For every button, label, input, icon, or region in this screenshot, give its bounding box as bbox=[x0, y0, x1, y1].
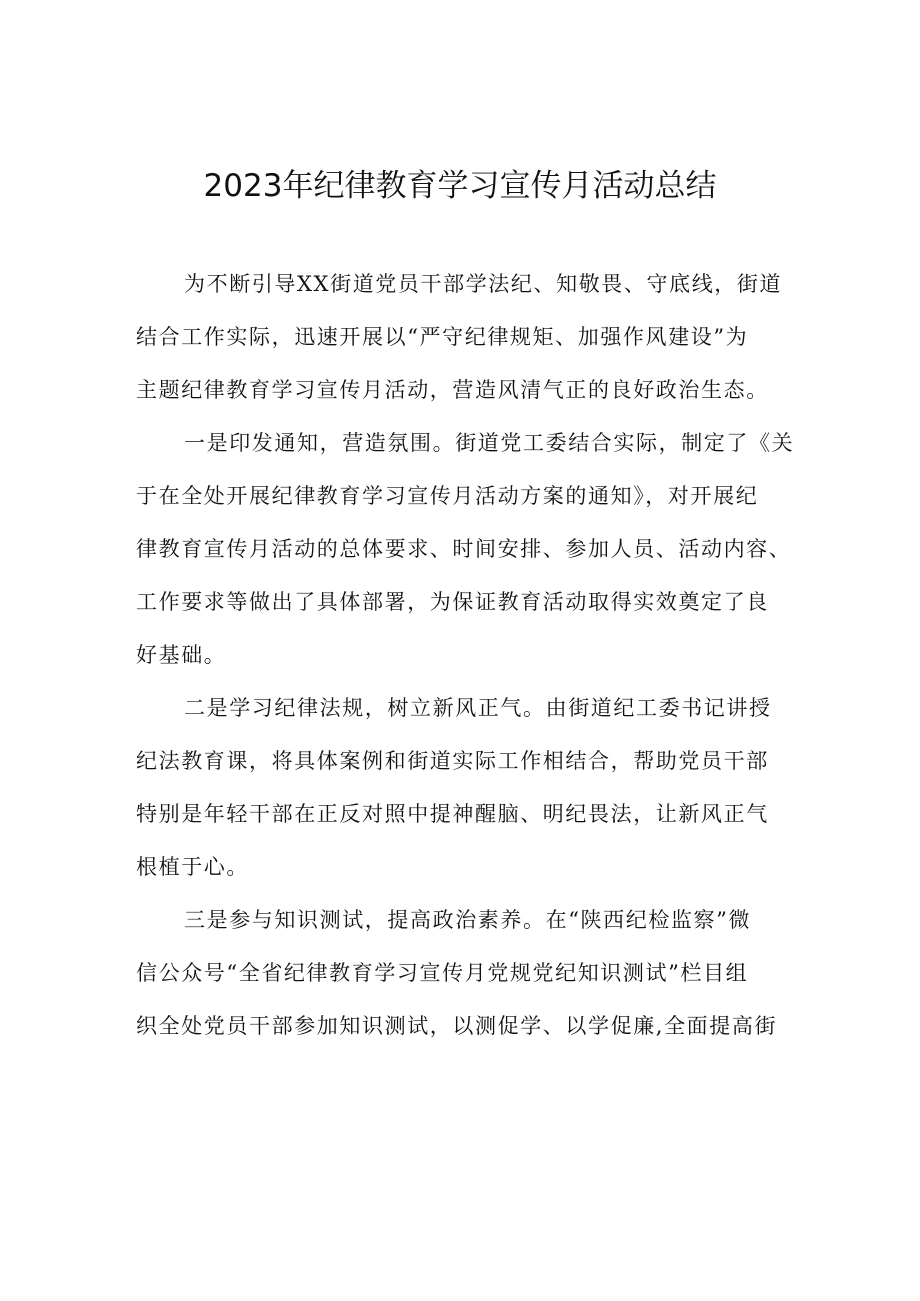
paragraph-test bbox=[136, 894, 798, 1053]
text-line: 二是学习纪律法规，树立新风正气。由街道纪工委书记讲授 bbox=[184, 696, 772, 720]
text-line: 工作要求等做出了具体部署，为保证教育活动取得实效奠定了良 bbox=[136, 590, 769, 614]
text-line: 一是印发通知，营造氛围。街道党工委结合实际，制定了《关 bbox=[184, 431, 795, 455]
text-line: 好基础。 bbox=[136, 643, 227, 667]
text-line: 织全处党员干部参加知识测试，以测促学、以学促廉,全面提高街 bbox=[136, 1014, 778, 1038]
text-line: 为不断引导XX街道党员干部学法纪、知敬畏、守底线，街道 bbox=[184, 272, 783, 296]
text-line: 律教育宣传月活动的总体要求、时间安排、参加人员、活动内容、 bbox=[136, 537, 792, 561]
document-body bbox=[136, 258, 798, 1053]
text-line: 结合工作实际，迅速开展以“严守纪律规矩、加强作风建设”为 bbox=[136, 325, 749, 349]
text-line: 主题纪律教育学习宣传月活动，营造风清气正的良好政治生态。 bbox=[136, 378, 769, 402]
document-title: 2023年纪律教育学习宣传月活动总结 bbox=[203, 168, 717, 204]
text-line: 根植于心。 bbox=[136, 855, 249, 879]
paragraph-study bbox=[136, 682, 798, 894]
text-line: 特别是年轻干部在正反对照中提神醒脑、明纪畏法，让新风正气 bbox=[136, 802, 769, 826]
text-line: 于在全处开展纪律教育学习宣传月活动方案的通知》，对开展纪 bbox=[136, 484, 759, 508]
text-line: 信公众号“全省纪律教育学习宣传月党规党纪知识测试”栏目组 bbox=[136, 961, 749, 985]
text-line: 纪法教育课，将具体案例和街道实际工作相结合，帮助党员干部 bbox=[136, 749, 769, 773]
paragraph-intro bbox=[136, 258, 798, 417]
paragraph-notice bbox=[136, 417, 798, 682]
text-line: 三是参与知识测试，提高政治素养。在“陕西纪检监察”微 bbox=[184, 908, 752, 932]
